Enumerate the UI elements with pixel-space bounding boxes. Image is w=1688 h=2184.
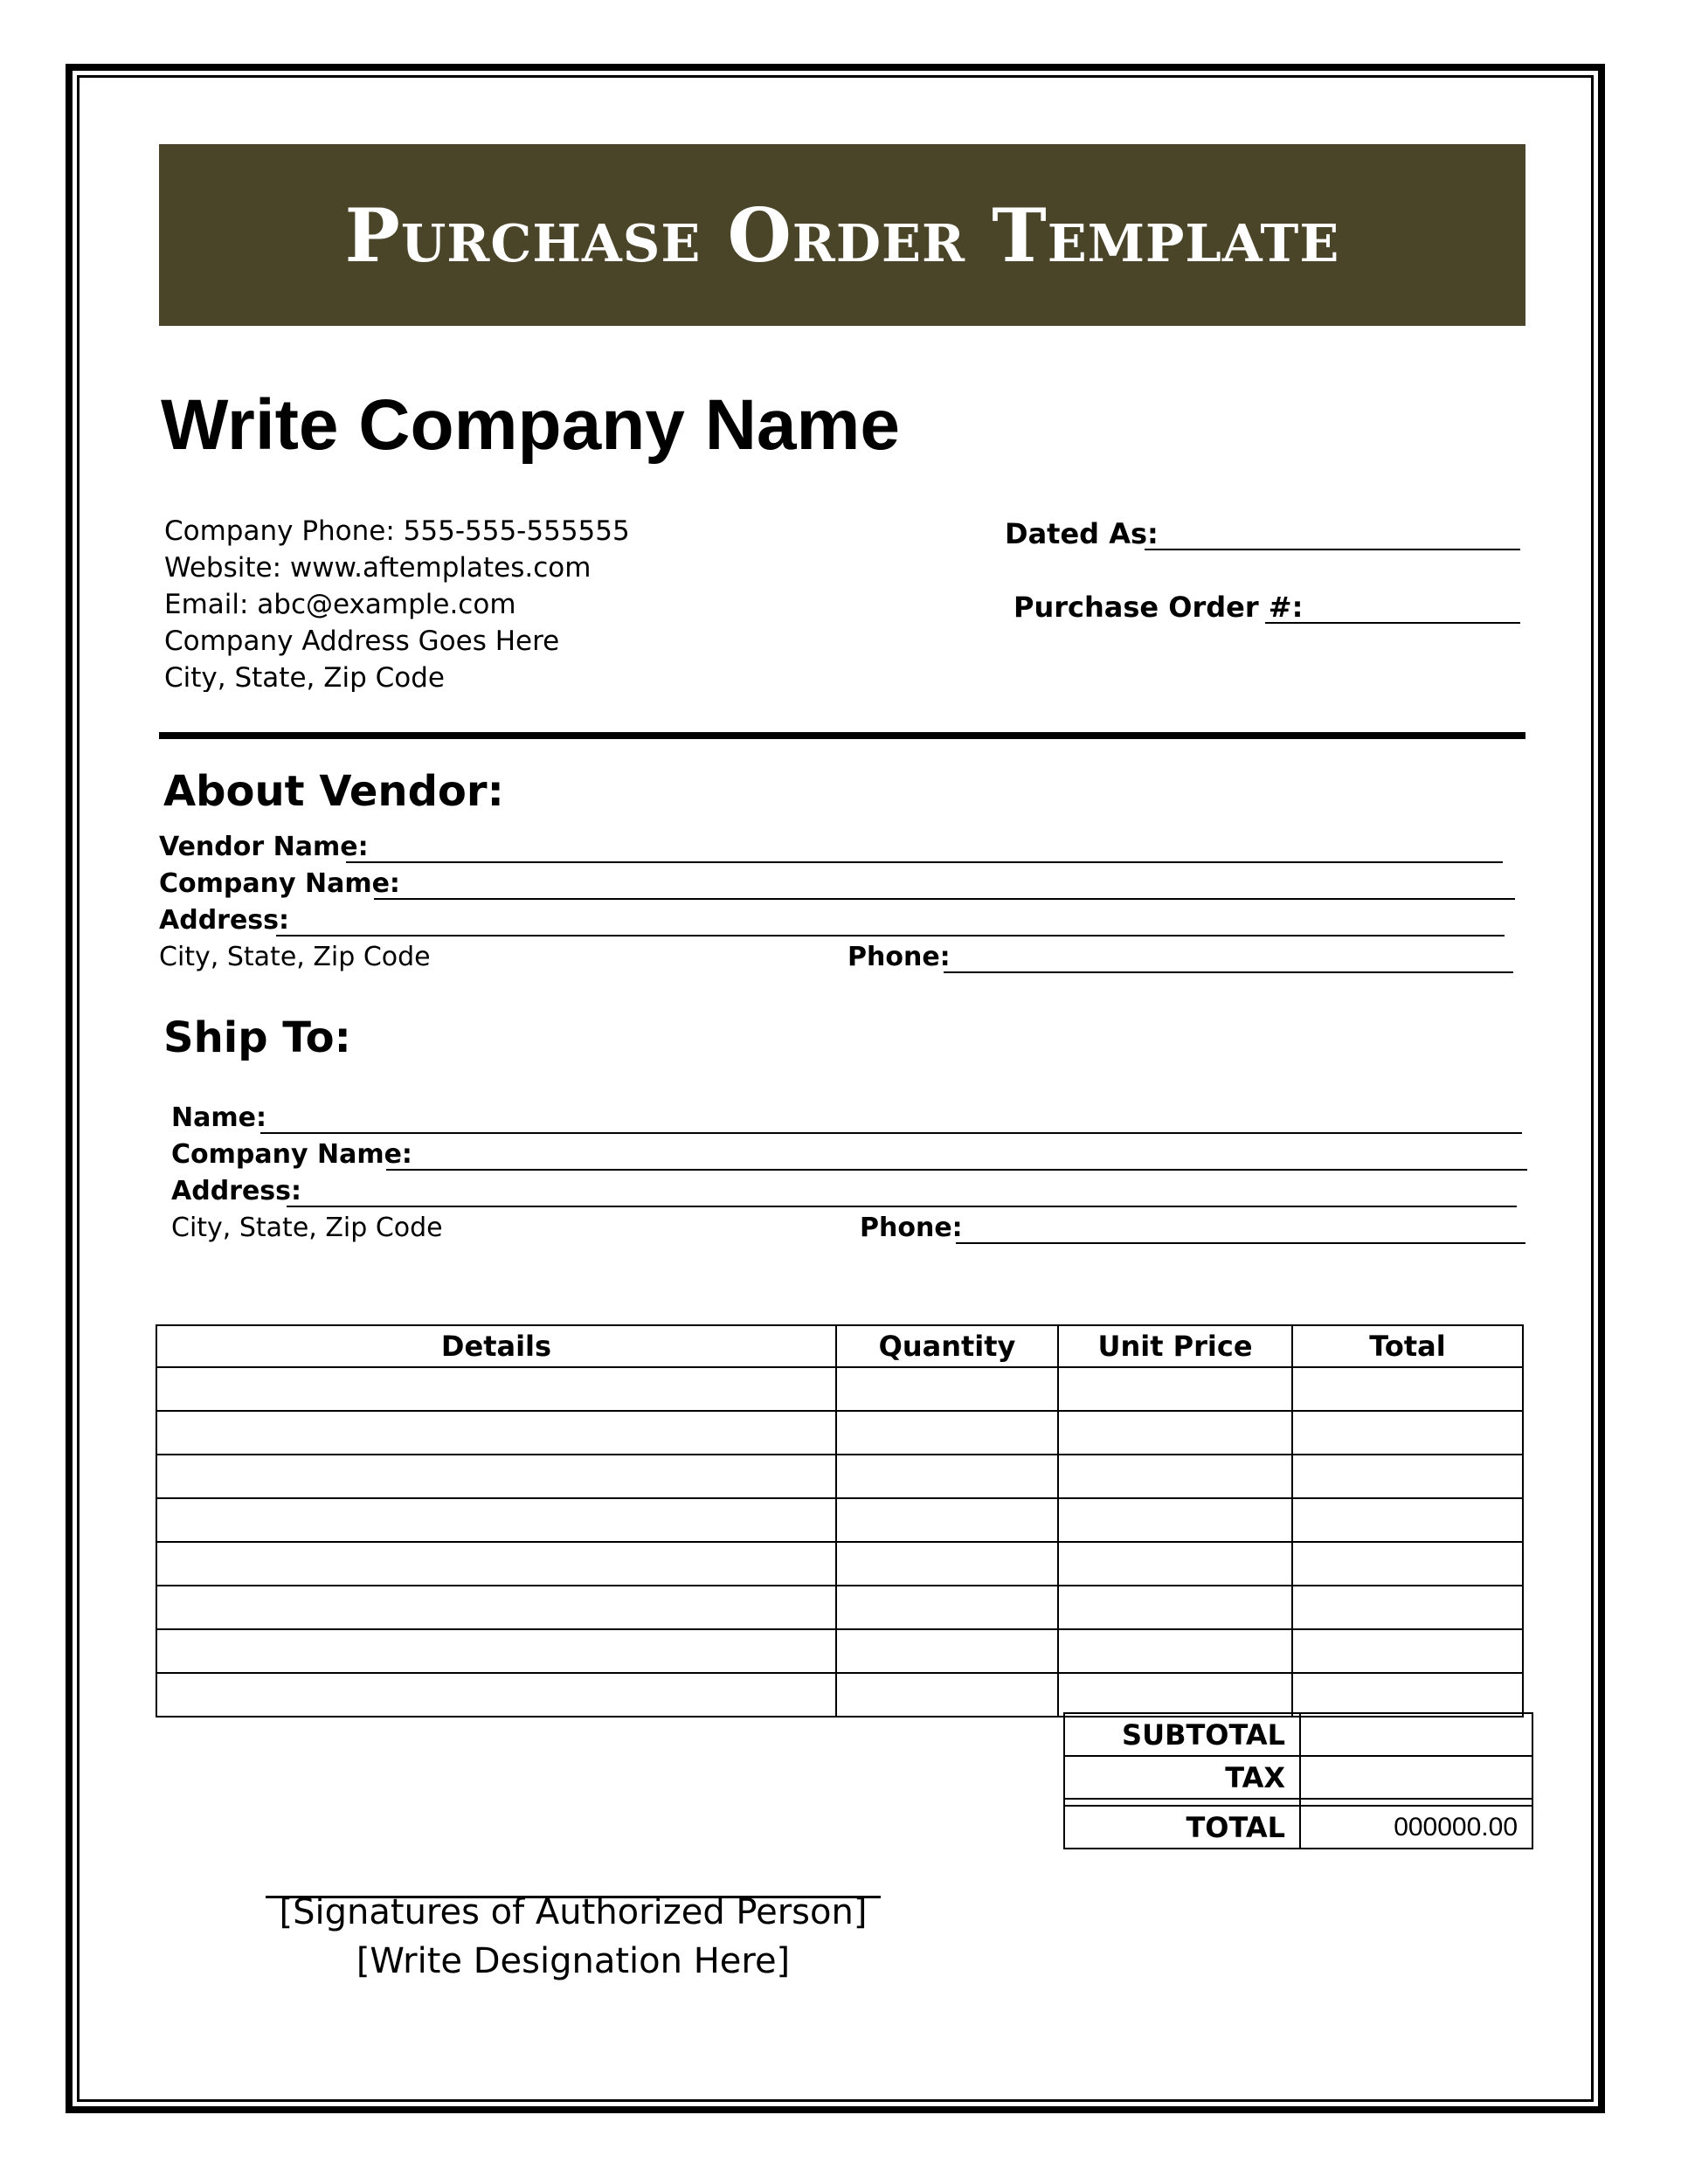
table-row xyxy=(156,1629,1523,1673)
company-phone[interactable]: Company Phone: 555-555-555555 xyxy=(164,515,630,547)
vendor-address-field[interactable] xyxy=(276,935,1505,936)
vendor-heading: About Vendor: xyxy=(163,767,504,816)
company-address[interactable]: Company Address Goes Here xyxy=(164,625,560,657)
unit-price-cell[interactable] xyxy=(1058,1411,1292,1455)
totals-table xyxy=(1063,1712,1533,1849)
totals-spacer-row xyxy=(1064,1799,1532,1806)
vendor-company-label: Company Name: xyxy=(159,868,400,899)
column-header-unit-price: Unit Price xyxy=(1058,1325,1292,1367)
column-header-total: Total xyxy=(1292,1325,1523,1367)
quantity-cell[interactable] xyxy=(836,1586,1058,1629)
details-cell[interactable] xyxy=(156,1542,836,1586)
details-cell[interactable] xyxy=(156,1629,836,1673)
designation-label: [Write Designation Here] xyxy=(356,1941,791,1981)
document-title: Purchase Order Template xyxy=(344,191,1340,279)
total-cell[interactable] xyxy=(1292,1498,1523,1542)
details-cell[interactable] xyxy=(156,1498,836,1542)
unit-price-cell[interactable] xyxy=(1058,1367,1292,1411)
ship-to-company-field[interactable] xyxy=(386,1169,1527,1171)
ship-to-heading: Ship To: xyxy=(163,1013,351,1062)
quantity-cell[interactable] xyxy=(836,1498,1058,1542)
tax-label: TAX xyxy=(1064,1756,1300,1799)
table-row xyxy=(156,1542,1523,1586)
unit-price-cell[interactable] xyxy=(1058,1542,1292,1586)
unit-price-cell[interactable] xyxy=(1058,1629,1292,1673)
table-row xyxy=(156,1367,1523,1411)
total-cell[interactable] xyxy=(1292,1629,1523,1673)
details-cell[interactable] xyxy=(156,1455,836,1498)
unit-price-cell[interactable] xyxy=(1058,1498,1292,1542)
company-website[interactable]: Website: www.aftemplates.com xyxy=(164,552,591,584)
details-cell[interactable] xyxy=(156,1411,836,1455)
quantity-cell[interactable] xyxy=(836,1455,1058,1498)
quantity-cell[interactable] xyxy=(836,1367,1058,1411)
company-name[interactable]: Write Company Name xyxy=(161,385,901,465)
company-email[interactable]: Email: abc@example.com xyxy=(164,589,516,620)
total-value[interactable]: 000000.00 xyxy=(1300,1806,1532,1849)
section-divider xyxy=(159,732,1525,739)
unit-price-cell[interactable] xyxy=(1058,1673,1292,1717)
total-cell[interactable] xyxy=(1292,1367,1523,1411)
table-row xyxy=(156,1673,1523,1717)
subtotal-value[interactable] xyxy=(1300,1713,1532,1756)
tax-value[interactable] xyxy=(1300,1756,1532,1799)
ship-to-city-label: City, State, Zip Code xyxy=(171,1213,443,1243)
total-cell[interactable] xyxy=(1292,1542,1523,1586)
table-row xyxy=(156,1498,1523,1542)
table-row xyxy=(156,1411,1523,1455)
vendor-name-label: Vendor Name: xyxy=(159,832,369,862)
dated-as-field[interactable] xyxy=(1145,549,1520,550)
quantity-cell[interactable] xyxy=(836,1542,1058,1586)
po-number-label: Purchase Order #: xyxy=(1013,591,1304,624)
items-table xyxy=(156,1324,1524,1717)
ship-to-address-label: Address: xyxy=(171,1176,302,1206)
details-cell[interactable] xyxy=(156,1673,836,1717)
vendor-name-field[interactable] xyxy=(346,861,1503,863)
total-label: TOTAL xyxy=(1064,1806,1300,1849)
table-row xyxy=(156,1586,1523,1629)
subtotal-label: SUBTOTAL xyxy=(1064,1713,1300,1756)
ship-to-address-field[interactable] xyxy=(287,1206,1517,1207)
total-cell[interactable] xyxy=(1292,1411,1523,1455)
vendor-phone-field[interactable] xyxy=(944,971,1513,973)
quantity-cell[interactable] xyxy=(836,1411,1058,1455)
unit-price-cell[interactable] xyxy=(1058,1455,1292,1498)
spacer-cell xyxy=(1300,1799,1532,1806)
ship-to-company-label: Company Name: xyxy=(171,1139,412,1170)
column-header-details: Details xyxy=(156,1325,836,1367)
title-banner xyxy=(159,144,1525,326)
ship-to-phone-label: Phone: xyxy=(860,1213,963,1243)
total-cell[interactable] xyxy=(1292,1455,1523,1498)
vendor-phone-label: Phone: xyxy=(847,942,951,972)
details-cell[interactable] xyxy=(156,1367,836,1411)
signature-label: [Signatures of Authorized Person] xyxy=(279,1892,868,1932)
quantity-cell[interactable] xyxy=(836,1629,1058,1673)
vendor-city-label: City, State, Zip Code xyxy=(159,942,431,972)
subtotal-row xyxy=(1064,1713,1532,1756)
ship-to-phone-field[interactable] xyxy=(956,1242,1525,1244)
ship-to-name-field[interactable] xyxy=(260,1132,1522,1134)
details-cell[interactable] xyxy=(156,1586,836,1629)
po-number-field[interactable] xyxy=(1265,622,1520,624)
quantity-cell[interactable] xyxy=(836,1673,1058,1717)
ship-to-name-label: Name: xyxy=(171,1102,266,1133)
table-header-row xyxy=(156,1325,1523,1367)
vendor-company-field[interactable] xyxy=(374,898,1515,900)
total-cell[interactable] xyxy=(1292,1673,1523,1717)
dated-as-label: Dated As: xyxy=(1005,517,1159,550)
tax-row xyxy=(1064,1756,1532,1799)
vendor-address-label: Address: xyxy=(159,905,290,936)
company-city-state-zip[interactable]: City, State, Zip Code xyxy=(164,662,445,692)
column-header-quantity: Quantity xyxy=(836,1325,1058,1367)
unit-price-cell[interactable] xyxy=(1058,1586,1292,1629)
spacer-cell xyxy=(1064,1799,1300,1806)
total-cell[interactable] xyxy=(1292,1586,1523,1629)
table-row xyxy=(156,1455,1523,1498)
total-row xyxy=(1064,1806,1532,1849)
